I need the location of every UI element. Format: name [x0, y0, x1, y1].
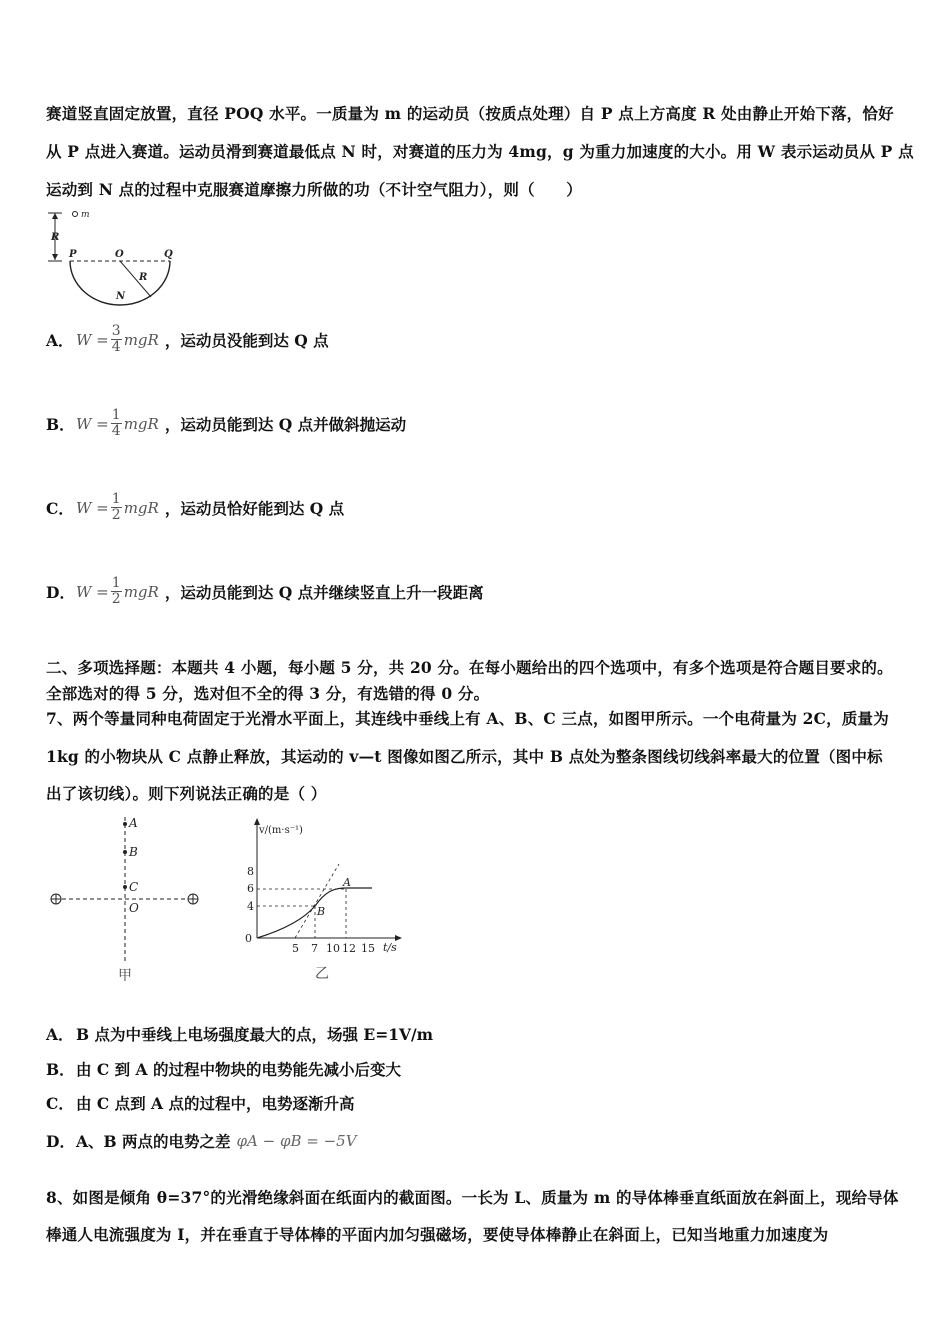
xtick-10: 10 — [326, 942, 340, 955]
q7-option-a[interactable]: A． B 点为中垂线上电场强度最大的点，场强 E=1V/m — [46, 1025, 434, 1044]
q7-line-1: 7、两个等量同种电荷固定于光滑水平面上，其连线中垂线上有 A、B、C 三点，如图甲所示。一个电荷量为 2C，质量为 — [46, 709, 889, 728]
q7-option-c[interactable]: C． 由 C 点到 A 点的过程中，电势逐渐升高 — [46, 1094, 355, 1113]
point-N: N — [116, 291, 126, 302]
athlete-point — [73, 212, 78, 217]
height-label: R — [51, 232, 60, 243]
ytick-8: 8 — [247, 865, 254, 878]
ytick-6: 6 — [247, 882, 254, 895]
t-axis-label: t/s — [383, 941, 397, 954]
v-axis-label: v/(m·s⁻¹) — [259, 825, 303, 836]
point-a-label: A — [129, 816, 138, 830]
q6-line-1: 赛道竖直固定放置，直径 POQ 水平。一质量为 m 的运动员（按质点处理）自 P 点上方高度 R 处由静止开始下落，恰好 — [46, 104, 894, 123]
point-b-dot — [123, 850, 127, 854]
q6-option-a[interactable]: A． W = $\frac{3}{4}$ mgR ，运动员没能到达 Q 点 — [46, 323, 329, 355]
section2-line-2: 全部选对的得 5 分，选对但不全的得 3 分，有选错的得 0 分。 — [46, 684, 490, 703]
point-b-label: B — [129, 845, 138, 859]
mass-label: m — [81, 210, 90, 220]
work-formula: W = $\frac{1}{4}$ mgR — [76, 407, 159, 439]
q8-line-1: 8、如图是倾角 θ=37°的光滑绝缘斜面在纸面内的截面图。一长为 L、质量为 m 的导体棒垂直纸面放在斜面上，现给导体 — [46, 1188, 899, 1207]
q6-line-2: 从 P 点进入赛道。运动员滑到赛道最低点 N 时，对赛道的压力为 4mg，g 为重力加速度的大小。用 W 表示运动员从 P 点 — [46, 142, 914, 161]
point-o-label: O — [129, 901, 139, 915]
q7-line-3: 出了该切线）。则下列说法正确的是（ ） — [46, 784, 327, 803]
q6-track-figure — [44, 207, 184, 307]
work-formula: W = $\frac{1}{2}$ mgR — [76, 491, 159, 523]
origin-label: 0 — [245, 932, 252, 945]
v-t-curve — [257, 888, 372, 938]
point-Q: Q — [164, 249, 173, 260]
xtick-12: 12 — [342, 942, 356, 955]
point-a-dot — [123, 822, 127, 826]
point-P: P — [69, 249, 77, 260]
work-formula: W = $\frac{1}{2}$ mgR — [76, 575, 159, 607]
q8-line-2: 棒通人电流强度为 I，并在垂直于导体棒的平面内加匀强磁场，要使导体棒静止在斜面上，已知当地重力加速度为 — [46, 1225, 829, 1244]
point-c-label: C — [129, 880, 139, 894]
point-O: O — [115, 249, 124, 260]
xtick-7: 7 — [311, 942, 318, 955]
tangent-at-b — [295, 864, 339, 938]
xtick-5: 5 — [292, 942, 299, 955]
radius-label: R — [139, 272, 148, 283]
q7-option-d[interactable]: D． A、B 两点的电势之差 φA − φB = −5V — [46, 1132, 357, 1151]
section2-line-1: 二、多项选择题：本题共 4 小题，每小题 5 分，共 20 分。在每小题给出的四个选项中，有多个选项是符合题目要求的。 — [46, 658, 893, 677]
q7-figure-yi — [238, 812, 418, 984]
xtick-15: 15 — [361, 942, 375, 955]
work-formula: W = $\frac{3}{4}$ mgR — [76, 323, 159, 355]
q6-option-b[interactable]: B． W = $\frac{1}{4}$ mgR ，运动员能到达 Q 点并做斜抛运动 — [46, 407, 407, 439]
q6-line-3: 运动到 N 点的过程中克服赛道摩擦力所做的功（不计空气阻力），则（ ） — [46, 180, 582, 199]
figure-yi-caption: 乙 — [315, 966, 329, 982]
q6-option-c[interactable]: C． W = $\frac{1}{2}$ mgR ，运动员恰好能到达 Q 点 — [46, 491, 345, 523]
ytick-4: 4 — [247, 900, 254, 913]
point-c-dot — [123, 885, 127, 889]
figure-jia-caption: 甲 — [118, 968, 132, 984]
point-a-label: A — [343, 876, 351, 889]
q7-line-2: 1kg 的小物块从 C 点静止释放，其运动的 v—t 图像如图乙所示，其中 B 点处为整条图线切线斜率最大的位置（图中标 — [46, 747, 883, 766]
potential-difference-formula: φA − φB = −5V — [236, 1132, 357, 1150]
q6-option-d[interactable]: D． W = $\frac{1}{2}$ mgR ，运动员能到达 Q 点并继续竖直上升一段距离 — [46, 575, 484, 607]
point-b-label: B — [317, 905, 326, 918]
q7-option-b[interactable]: B． 由 C 到 A 的过程中物块的电势能先减小后变大 — [46, 1060, 401, 1079]
q7-figure-jia — [44, 812, 214, 984]
